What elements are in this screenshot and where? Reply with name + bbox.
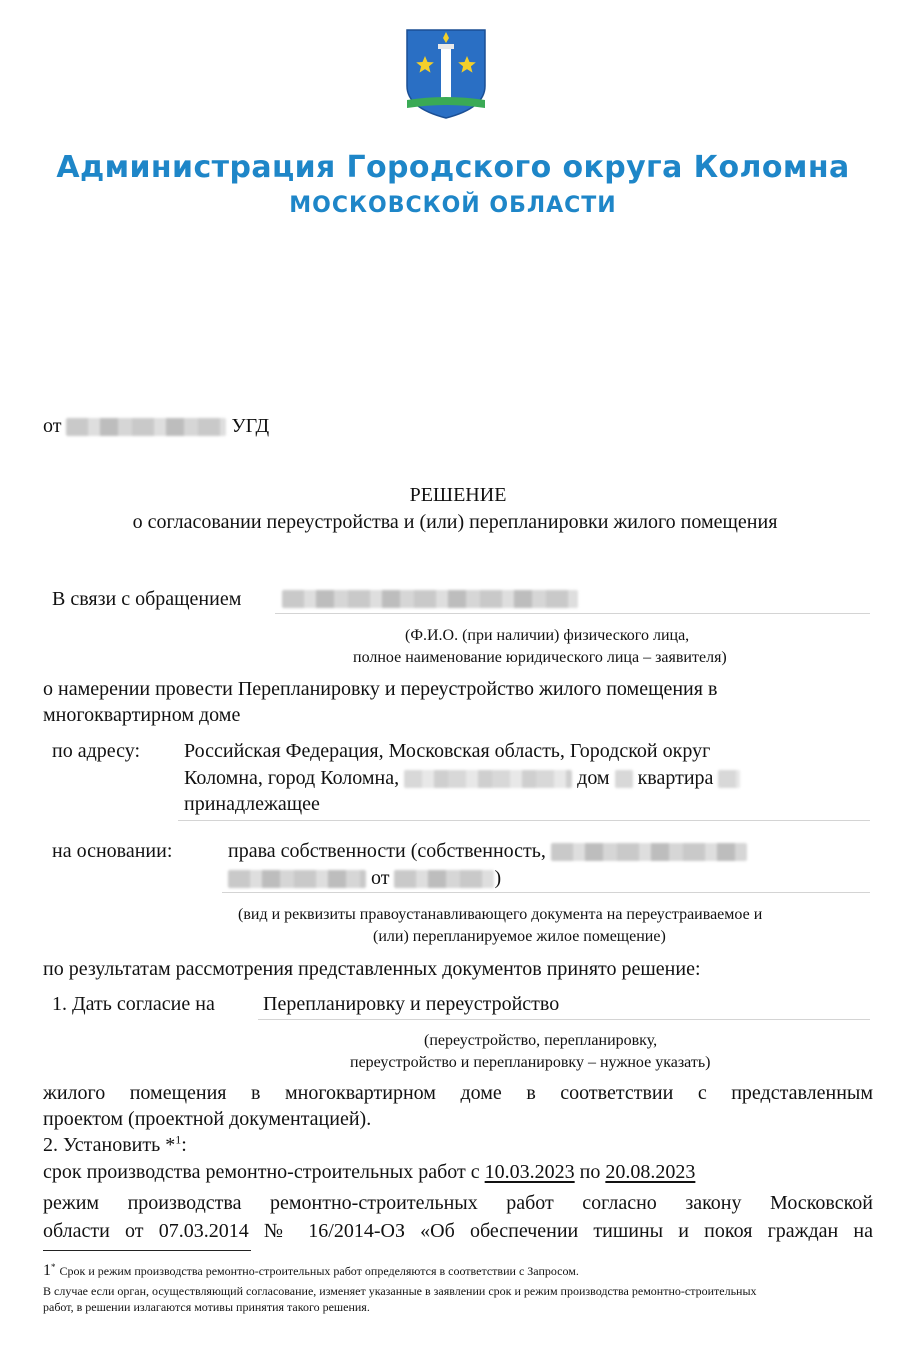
address-line-3: принадлежащее (184, 793, 320, 815)
ref-suffix: УГД (231, 415, 270, 437)
address-underline (178, 820, 870, 821)
item-1-underline (258, 1019, 870, 1020)
item-1-continuation-2: проектом (проектной документацией). (43, 1108, 372, 1130)
work-term (43, 1159, 695, 1185)
redacted-house-number (615, 770, 633, 788)
redacted-ref-number (66, 418, 226, 436)
work-mode-line-1: режим производства ремонтно-строительных работ согласно закону Московской (43, 1192, 873, 1214)
footnote-separator (43, 1250, 251, 1251)
address-line-1: Российская Федерация, Московская область, Городской округ (184, 740, 711, 762)
ref-prefix: от (43, 415, 62, 437)
footnote-text-2: В случае если орган, осуществляющий согласование, изменяет указанные в заявлении срок и режим производства ремонтно-строительных (43, 1284, 757, 1298)
redacted-apartment-number (718, 770, 740, 788)
term-date-from: 10.03.2023 (484, 1161, 575, 1183)
address-label: по адресу: (52, 740, 141, 762)
term-date-to: 20.08.2023 (605, 1161, 696, 1183)
address-apartment-label: квартира (637, 767, 714, 789)
applicant-caption-2: полное наименование юридического лица – заявителя) (353, 649, 727, 666)
intent-line-1: о намерении провести Перепланировку и переустройство жилого помещения в (43, 678, 718, 700)
decision-title: РЕШЕНИЕ (409, 484, 507, 506)
basis-from: от (371, 867, 390, 889)
redacted-document-number (228, 870, 366, 888)
item-2-colon: : (181, 1134, 187, 1156)
address-house-label: дом (577, 767, 610, 789)
term-prefix: срок производства ремонтно-строительных работ с (43, 1161, 480, 1183)
basis-underline (222, 892, 870, 893)
basis-caption-1: (вид и реквизиты правоустанавливающего документа на переустраиваемое и (238, 906, 763, 923)
basis-line-2 (228, 865, 501, 891)
term-mid: по (579, 1161, 601, 1183)
address-line-2 (184, 765, 740, 791)
applicant-underline (275, 613, 870, 614)
item-2-label: 2. Установить * (43, 1134, 176, 1156)
address-city: Коломна, город Коломна, (184, 767, 400, 789)
applicant-caption-1: (Ф.И.О. (при наличии) физического лица, (405, 627, 690, 644)
item-1-continuation-1: жилого помещения в многоквартирном доме в соответствии с представленным (43, 1082, 873, 1104)
basis-line-1 (228, 838, 747, 864)
item-1-caption-1: (переустройство, перепланировку, (424, 1032, 658, 1049)
item-2-footnote-ref: 1 (175, 1132, 182, 1147)
redacted-document-date (394, 870, 494, 888)
intent-line-2: многоквартирном доме (43, 704, 241, 726)
organization-subtitle: МОСКОВСКОЙ ОБЛАСТИ (289, 193, 617, 218)
basis-text: права собственности (собственность, (228, 840, 546, 862)
basis-caption-2: (или) перепланируемое жилое помещение) (373, 928, 666, 945)
redacted-applicant-name (282, 590, 578, 608)
redacted-ownership-type (551, 843, 747, 861)
item-2-heading (43, 1132, 187, 1158)
footnote-1 (43, 1262, 579, 1280)
work-mode-line-2: области от 07.03.2014 № 16/2014-ОЗ «Об обеспечении тишины и покоя граждан на (43, 1220, 873, 1242)
result-intro: по результатам рассмотрения представленных документов принято решение: (43, 958, 701, 980)
basis-close: ) (494, 867, 502, 889)
footnote-mark: 1 (43, 1262, 51, 1279)
organization-title: Администрация Городского округа Коломна (56, 150, 850, 185)
footnote-text-3: работ, в решении излагаются мотивы принятия такого решения. (43, 1300, 370, 1314)
redacted-street (404, 770, 572, 788)
basis-label: на основании: (52, 840, 173, 862)
document-reference (43, 413, 269, 439)
footnote-star: * (51, 1262, 56, 1272)
item-1-caption-2: переустройство и перепланировку – нужное указать) (350, 1054, 711, 1071)
coat-of-arms-icon (405, 28, 487, 120)
footnote-text-1: Срок и режим производства ремонтно-строительных работ определяются в соответствии с Запросом. (59, 1264, 579, 1278)
item-1-label: 1. Дать согласие на (52, 993, 215, 1015)
decision-subtitle: о согласовании переустройства и (или) перепланировки жилого помещения (132, 511, 778, 533)
item-1-value: Перепланировку и переустройство (263, 993, 560, 1015)
applicant-label: В связи с обращением (52, 588, 242, 610)
